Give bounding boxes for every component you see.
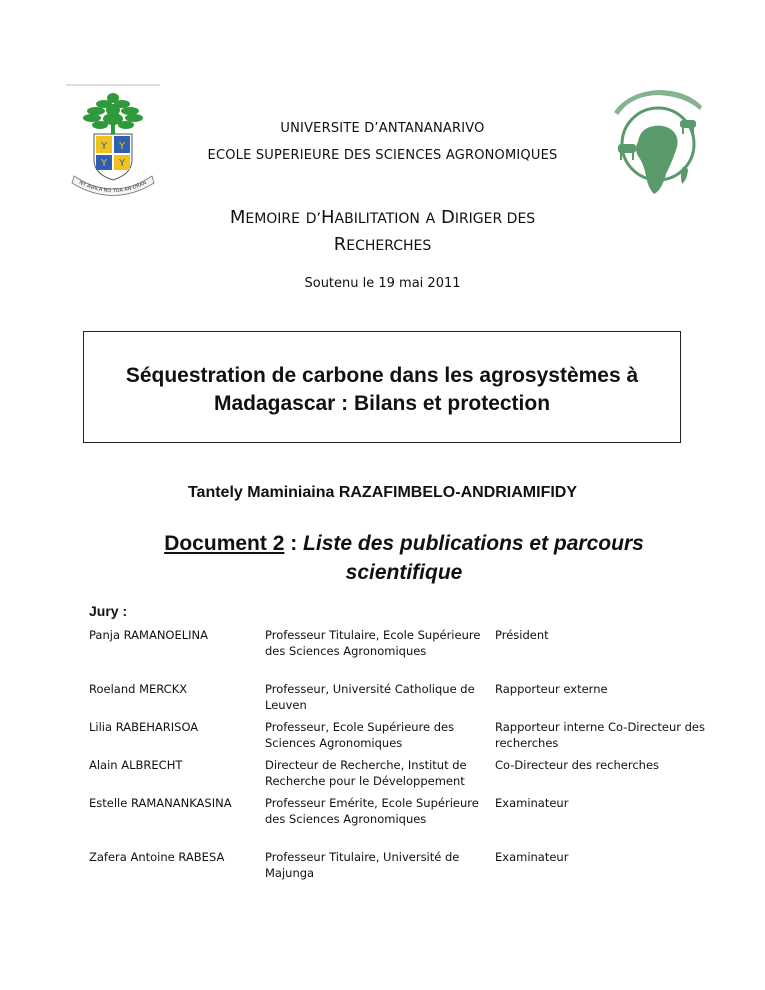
- jury-member-position: Professeur Titulaire, Ecole Supérieure des Sciences Agronomiques: [265, 628, 481, 658]
- jury-member-role: Examinateur: [495, 796, 569, 810]
- jury-member-name: Alain ALBRECHT: [89, 758, 183, 772]
- memoire-heading: [0, 205, 765, 259]
- essa-logo: [608, 84, 708, 200]
- jury-member-name: Lilia RABEHARISOA: [89, 720, 199, 734]
- thesis-title-line2: Madagascar : Bilans et protection: [213, 392, 551, 415]
- memoire-heading-line1: MEMOIRE D’HABILITATION A DIRIGER DES: [229, 207, 536, 228]
- jury-member-position: Professeur Emérite, Ecole Supérieure des Sciences Agronomiques: [265, 796, 479, 826]
- jury-member-position: Professeur, Ecole Supérieure des Sciences Agronomiques: [265, 720, 455, 750]
- crest-motto: NY AVALA NO TOA AN-DRAN: [78, 179, 148, 195]
- document-heading: [130, 529, 678, 587]
- jury-member-name: Estelle RAMANANKASINA: [89, 796, 232, 810]
- jury-member-role: Président: [495, 628, 549, 642]
- jury-heading: Jury :: [89, 603, 128, 619]
- jury-member-role: Co-Directeur des recherches: [495, 758, 660, 772]
- thesis-title: [84, 362, 680, 418]
- jury-member-role: Examinateur: [495, 850, 569, 864]
- university-crest-logo: [66, 84, 160, 202]
- thesis-title-box: [83, 331, 681, 443]
- jury-member-position: Professeur, Université Catholique de Leuven: [265, 682, 475, 712]
- jury-member-position: Professeur Titulaire, Université de Majunga: [265, 850, 460, 880]
- defense-date: Soutenu le 19 mai 2011: [304, 276, 461, 291]
- university-name: UNIVERSITE D’ANTANANARIVO: [280, 121, 485, 136]
- jury-member-role: Rapporteur interne Co-Directeur des recherches: [495, 720, 705, 750]
- svg-text:Y: Y: [118, 158, 126, 169]
- jury-member-position: Directeur de Recherche, Institut de Recherche pour le Développement: [265, 758, 467, 788]
- document-title: Liste des publications et parcours scientifique: [303, 532, 644, 584]
- document-separator: :: [284, 532, 304, 555]
- author-name: Tantely Maminiaina RAZAFIMBELO-ANDRIAMIFIDY: [187, 484, 578, 501]
- jury-member-name: Panja RAMANOELINA: [89, 628, 209, 642]
- document-label: Document 2: [164, 532, 285, 555]
- jury-member-name: Zafera Antoine RABESA: [89, 850, 225, 864]
- jury-member-name: Roeland MERCKX: [89, 682, 188, 696]
- svg-text:Y: Y: [118, 141, 126, 152]
- svg-text:Y: Y: [100, 141, 108, 152]
- jury-member-role: Rapporteur externe: [495, 682, 608, 696]
- thesis-title-line1: Séquestration de carbone dans les agrosystèmes à: [125, 364, 639, 387]
- school-name: ECOLE SUPERIEURE DES SCIENCES AGRONOMIQUES: [207, 148, 558, 163]
- memoire-heading-line2: RECHERCHES: [333, 234, 432, 255]
- svg-text:Y: Y: [100, 158, 108, 169]
